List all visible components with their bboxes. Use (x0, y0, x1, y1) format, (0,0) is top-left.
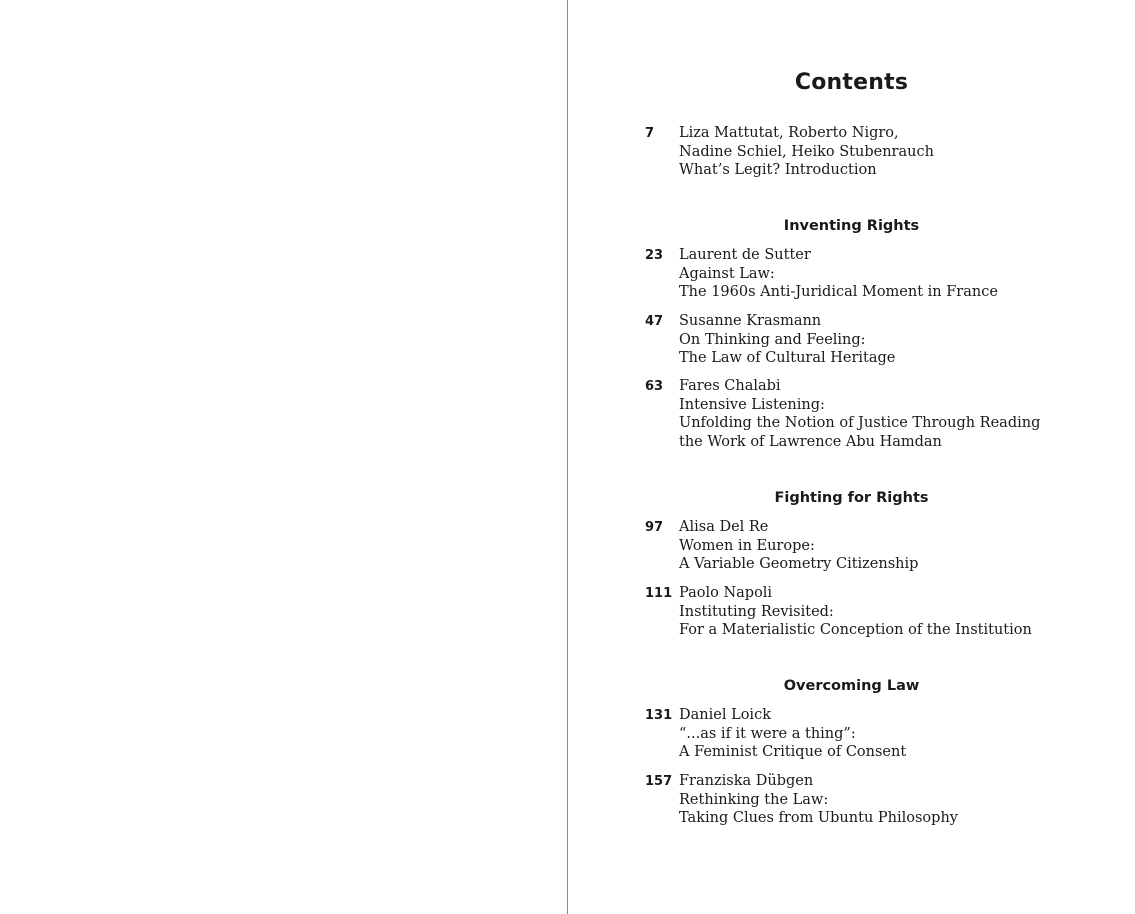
toc-author-line: Daniel Loick (679, 707, 771, 723)
section-heading-inventing-rights: Inventing Rights (783, 218, 920, 234)
toc-author-line: Nadine Schiel, Heiko Stubenrauch (679, 143, 934, 160)
contents-page (568, 0, 1135, 914)
toc-title-line: “...as if it were a thing”: (679, 725, 856, 742)
toc-entry-text (679, 772, 1115, 828)
toc-title-line: What’s Legit? Introduction (679, 162, 877, 179)
toc-page-number: 63 (645, 379, 664, 394)
toc-title-line: A Variable Geometry Citizenship (679, 556, 919, 573)
toc-title-line: Rethinking the Law: (679, 791, 829, 808)
toc-title-line: the Work of Lawrence Abu Hamdan (679, 433, 942, 450)
toc-author-line: Susanne Krasmann (679, 313, 822, 329)
toc-entry-introduction[interactable] (645, 124, 1115, 180)
toc-author-line: Liza Mattutat, Roberto Nigro, (679, 125, 899, 141)
toc-title-line: Against Law: (679, 265, 775, 282)
toc-author-line: Franziska Dübgen (679, 773, 814, 789)
toc-title-line: Women in Europe: (679, 537, 815, 554)
toc-author-line: Paolo Napoli (679, 585, 773, 601)
section-heading-overcoming-law: Overcoming Law (783, 678, 920, 694)
left-page-blank (0, 0, 567, 914)
toc-entry-text (679, 246, 1115, 302)
toc-title-line: Instituting Revisited: (679, 603, 834, 620)
toc-entry-text (679, 706, 1115, 762)
toc-title-line: On Thinking and Feeling: (679, 331, 866, 348)
toc-title-line: A Feminist Critique of Consent (679, 744, 907, 761)
toc-page-number: 23 (645, 248, 664, 263)
toc-entry-de-sutter[interactable] (645, 246, 1115, 302)
toc-title-line: The 1960s Anti-Juridical Moment in France (679, 284, 998, 301)
toc-title-line: Taking Clues from Ubuntu Philosophy (679, 810, 958, 827)
toc-entry-text (679, 518, 1115, 574)
toc-entry-text (679, 312, 1115, 368)
section-heading-fighting-for-rights: Fighting for Rights (774, 490, 929, 506)
toc-title-line: The Law of Cultural Heritage (679, 350, 896, 367)
toc-author-line: Laurent de Sutter (679, 247, 811, 263)
toc-entry-napoli[interactable] (645, 584, 1115, 640)
toc-entry-text (679, 377, 1115, 451)
toc-entry-chalabi[interactable] (645, 377, 1115, 451)
toc-entry-loick[interactable] (645, 706, 1115, 762)
toc-entry-text (679, 124, 1115, 180)
toc-entry-duebgen[interactable] (645, 772, 1115, 828)
toc-entry-krasmann[interactable] (645, 312, 1115, 368)
toc-title-line: Unfolding the Notion of Justice Through Reading (679, 415, 1041, 432)
toc-page-number: 131 (645, 708, 673, 723)
toc-author-line: Alisa Del Re (679, 519, 769, 535)
toc-entry-del-re[interactable] (645, 518, 1115, 574)
toc-entry-text (679, 584, 1115, 640)
toc-author-line: Fares Chalabi (679, 378, 781, 394)
toc-title-line: For a Materialistic Conception of the Institution (679, 622, 1032, 639)
toc-page-number: 111 (645, 586, 673, 601)
toc-title-line: Intensive Listening: (679, 396, 825, 413)
page-title: Contents (794, 70, 909, 95)
toc-page-number: 47 (645, 314, 664, 329)
toc-page-number: 97 (645, 520, 664, 535)
toc-page-number: 157 (645, 774, 673, 789)
toc-page-number: 7 (645, 126, 655, 141)
